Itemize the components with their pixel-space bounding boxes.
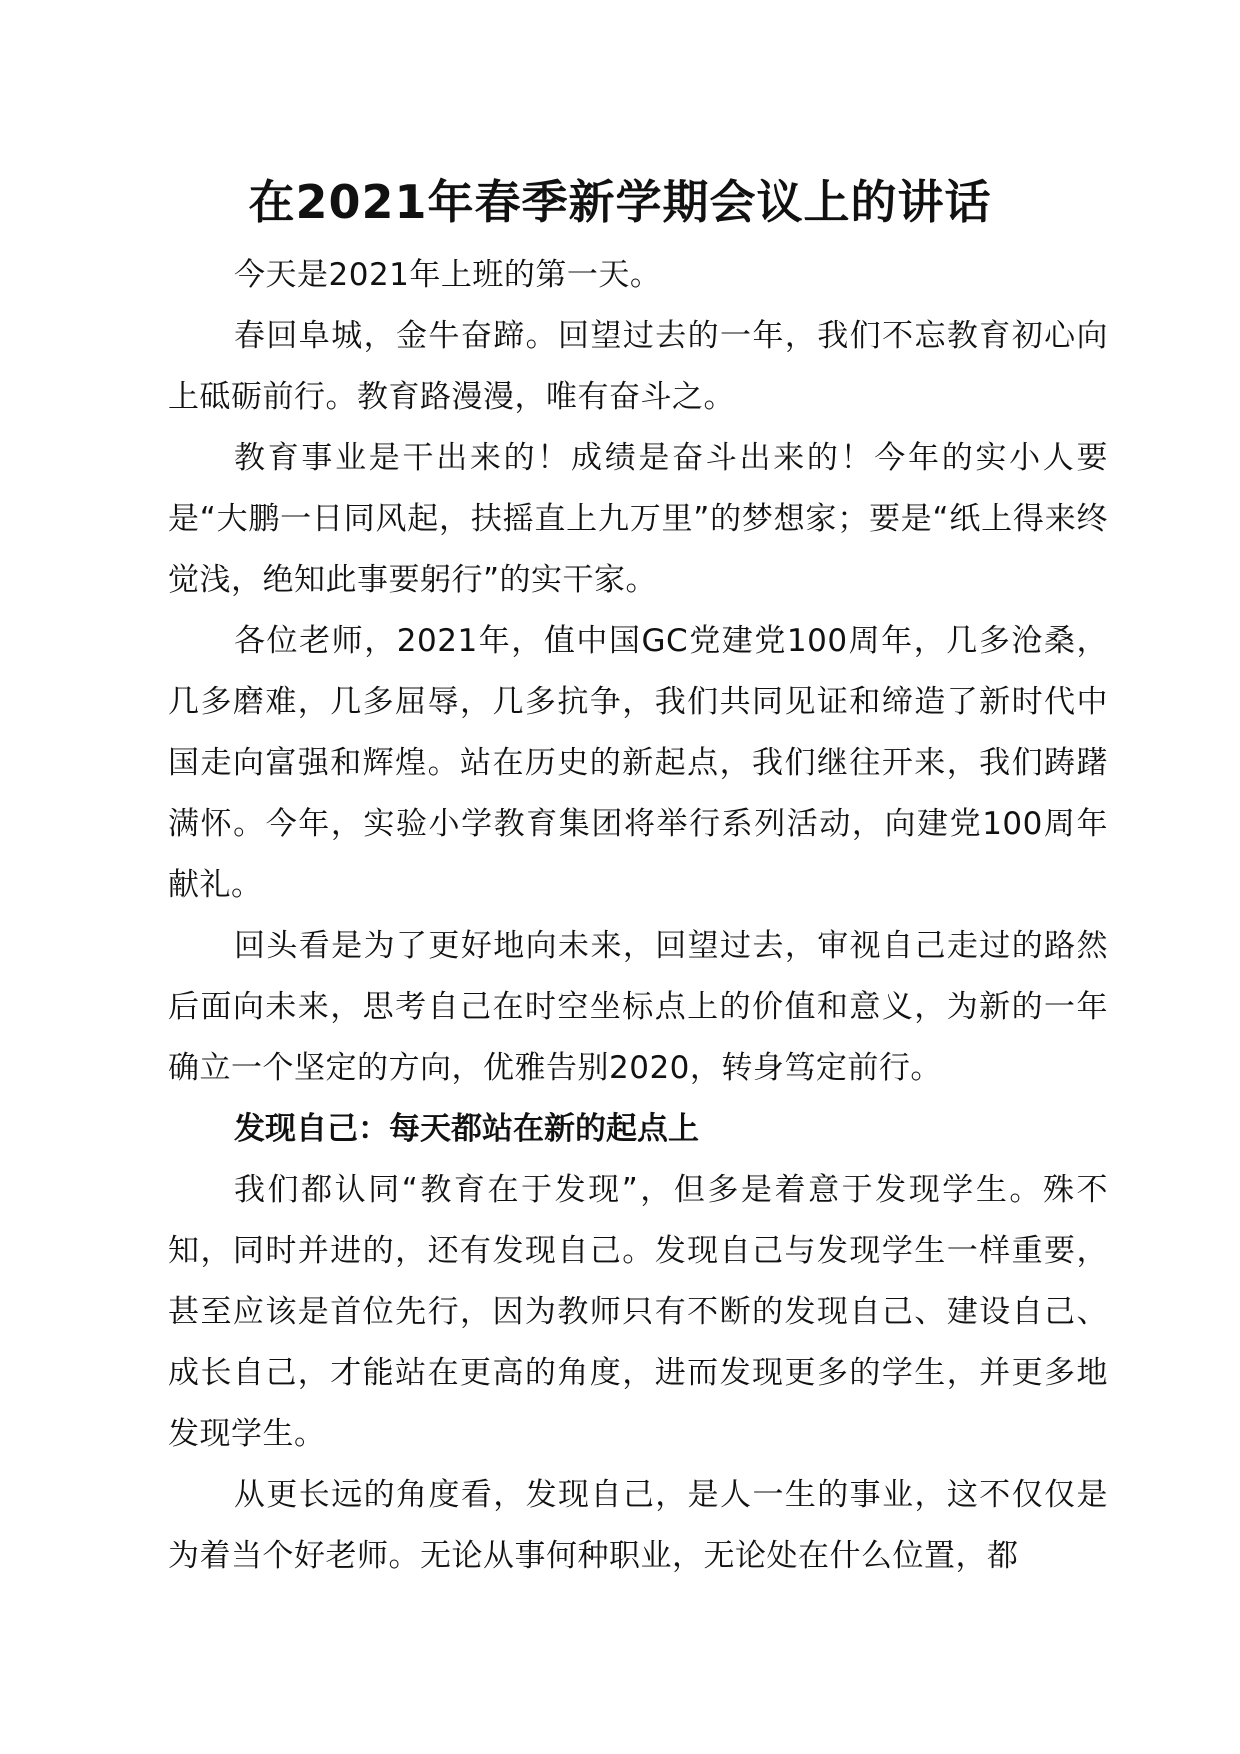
document-body bbox=[168, 245, 1108, 1587]
paragraph-long-term: 从更长远的角度看，发现自己，是人一生的事业，这不仅仅是为着当个好老师。无论从事何种职业，无论处在什么位置，都 bbox=[168, 1477, 1108, 1574]
paragraph-discover-self: 我们都认同“教育在于发现”，但多是着意于发现学生。殊不知，同时并进的，还有发现自己。发现自己与发现学生一样重要，甚至应该是首位先行，因为教师只有不断的发现自己、建设自己、成长自己，才能站在更高的角度，进而发现更多的学生，并更多地发现学生。 bbox=[168, 1172, 1108, 1452]
paragraph-education-career: 教育事业是干出来的！成绩是奋斗出来的！今年的实小人要是“大鹏一日同风起，扶摇直上九万里”的梦想家；要是“纸上得来终觉浅，绝知此事要躬行”的实干家。 bbox=[168, 440, 1108, 598]
paragraph-centenary: 各位老师，2021年，值中国GC党建党100周年，几多沧桑，几多磨难，几多屈辱，几多抗争，我们共同见证和缔造了新时代中国走向富强和辉煌。站在历史的新起点，我们继往开来，我们踌躇满怀。今年，实验小学教育集团将举行系列活动，向建党100周年献礼。 bbox=[168, 623, 1108, 903]
section-heading: 发现自己：每天都站在新的起点上 bbox=[234, 1111, 699, 1147]
document-title: 在2021年春季新学期会议上的讲话 bbox=[248, 175, 992, 229]
paragraph-look-back: 回头看是为了更好地向未来，回望过去，审视自己走过的路然后面向未来，思考自己在时空坐标点上的价值和意义，为新的一年确立一个坚定的方向，优雅告别2020，转身笃定前行。 bbox=[168, 928, 1108, 1086]
paragraph-spring: 春回阜城，金牛奋蹄。回望过去的一年，我们不忘教育初心向上砥砺前行。教育路漫漫，唯有奋斗之。 bbox=[168, 318, 1108, 415]
paragraph-first-day: 今天是2021年上班的第一天。 bbox=[234, 257, 662, 293]
